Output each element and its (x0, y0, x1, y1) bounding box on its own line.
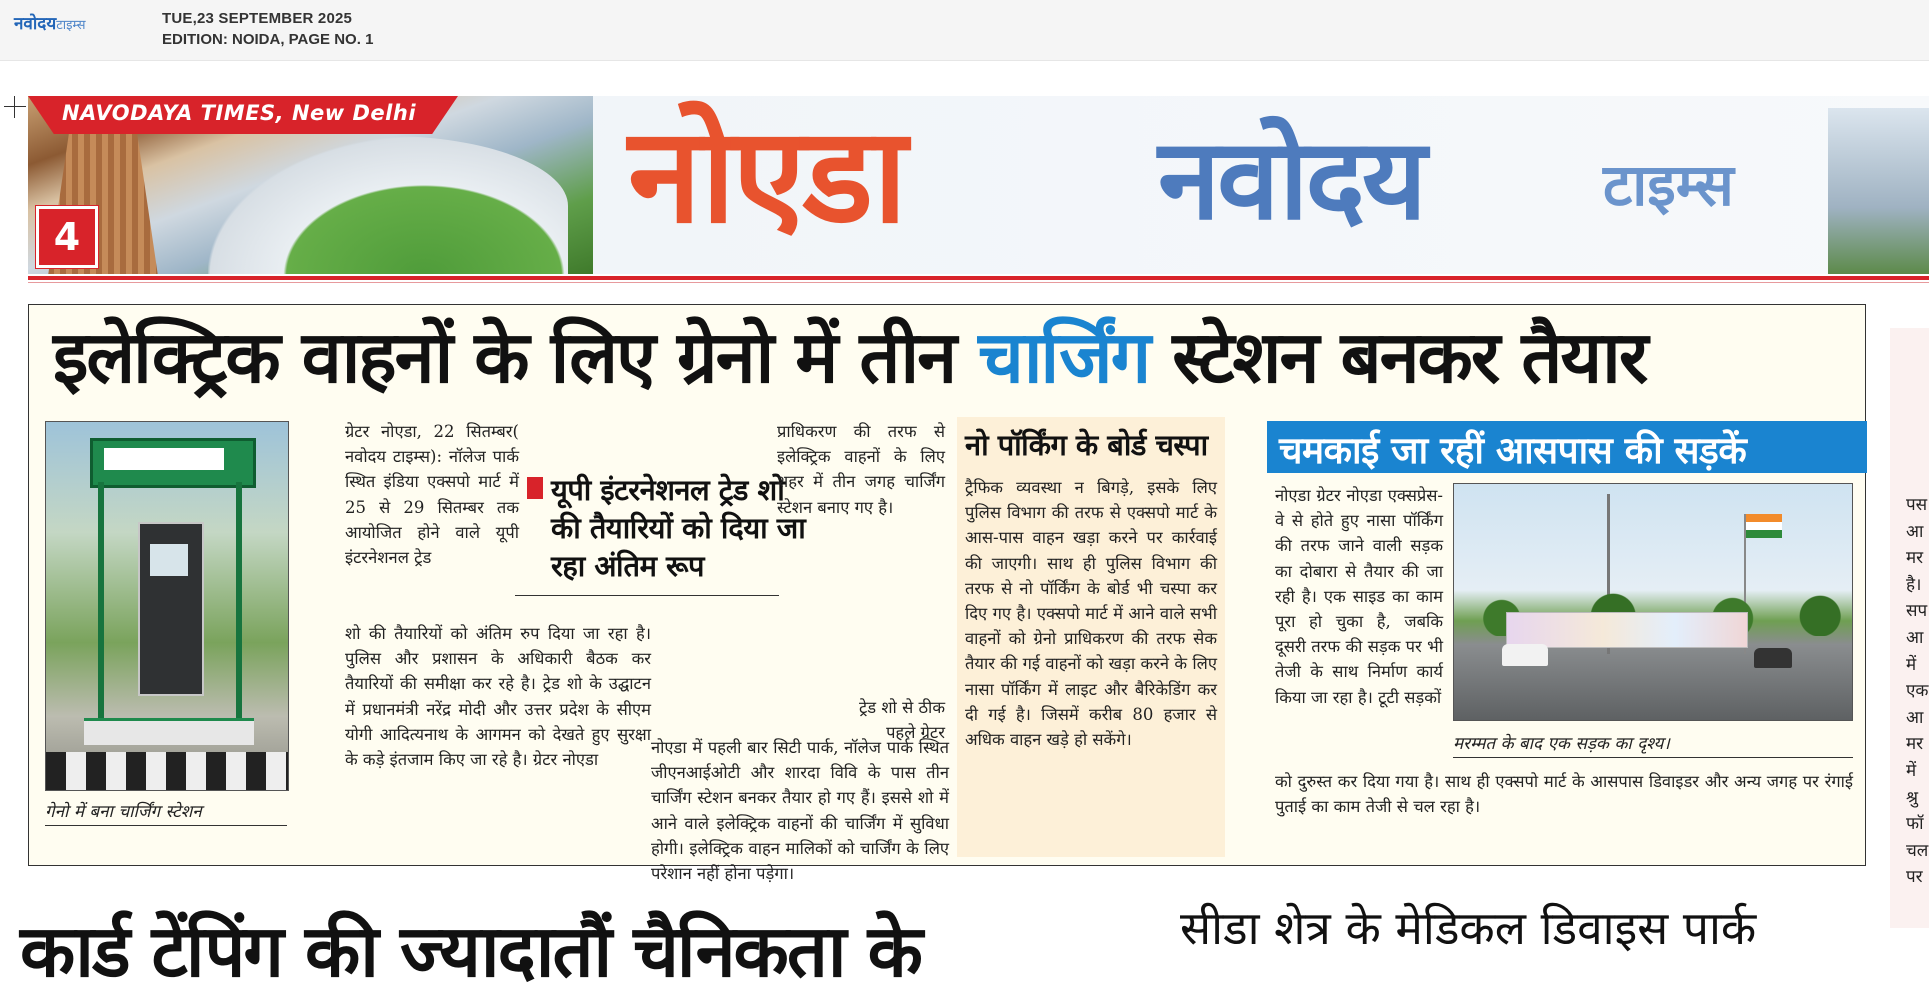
headline-part-1: इलेक्ट्रिक वाहनों के लिए ग्रेनो में तीन (53, 315, 956, 399)
fragment-line: पर (1906, 867, 1923, 888)
neighbour-article-fragment[interactable] (1890, 328, 1929, 928)
article-body-col1-top: ग्रेटर नोएडा, 22 सितम्बर( नवोदय टाइम्स): नॉलेज पार्क स्थित इंडिया एक्सपो मार्ट में 25 से 29 सितम्बर तक आयोजित होने वाले यूपी इंटरनेशनल ट्रेड (345, 422, 519, 568)
fragment-line: आ (1906, 521, 1924, 542)
post-illustration (236, 482, 242, 722)
no-parking-body: ट्रैफिक व्यवस्था न बिगड़े, इसके लिए पुलिस विभाग की तरफ से एक्सपो मार्ट के आस-पास वाहन खड़ा करने पर कार्रवाई की जाएगी। साथ ही पुलिस विभाग की तरफ से नो पॉर्किंग के बोर्ड भी चस्पा कर दिए गए है। एक्सपो मार्ट में आने वाले सभी वाहनों को ग्रेनो प्राधिकरण की तरफ सेक तैयार की गई वाहनों को खड़ा करने के लिए नासा पॉर्किंग में लाइट और बैरिकेडिंग कर दी गई है। जिसमें करीब 80 हजार से अधिक वाहन खड़े हो सकेंगे। (965, 478, 1217, 750)
masthead-title-navodaya: नवोदय (1158, 115, 1424, 245)
masthead-rule-thin (28, 282, 1929, 283)
fragment-line: सप (1906, 601, 1928, 622)
roads-title: चमकाई जा रहीं आसपास की सड़कें (1279, 429, 1747, 472)
road-photo[interactable] (1453, 483, 1853, 721)
masthead-right-image (1828, 108, 1929, 274)
fragment-line: पस (1906, 495, 1928, 515)
fragment-text (1906, 492, 1929, 891)
logo-main-text: नवोदय (14, 14, 57, 34)
fragment-line: एक (1906, 681, 1929, 702)
crosshair-cursor-icon (4, 96, 26, 118)
logo-sub-text: टाइम्स (56, 18, 86, 33)
caption-rule (1453, 757, 1853, 758)
road-photo-caption: मरम्मत के बाद एक सड़क का दृश्य। (1453, 734, 1670, 754)
masthead-rule (28, 276, 1929, 280)
roads-body-top: नोएडा ग्रेटर नोएडा एक्सप्रेस-वे से होते हुए नासा पॉर्किंग की तरफ जाने वाली सड़क का दोबारा से तैयार की जा रही है। एक साइड का काम पूरा हो चुका है, जबकि दूसरी तरफ की सड़क पर भी तेजी के साथ निर्माण कार्य किया जा रहा है। टूटी सड़कों (1275, 486, 1443, 707)
article-headline (53, 315, 1853, 399)
inset-marker (527, 477, 543, 499)
article-body-col2-mid: ट्रेड शो से ठीक पहले ग्रेटर (858, 698, 945, 743)
flag-illustration (1746, 514, 1782, 538)
inset-rule (515, 595, 779, 596)
charger-screen-illustration (150, 544, 188, 576)
fragment-line: फॉ (1906, 814, 1924, 835)
inset-headline: यूपी इंटरनेशनल ट्रेड शो की तैयारियों को दिया जा रहा अंतिम रूप (551, 473, 806, 583)
page-number-badge: 4 (36, 206, 98, 268)
fragment-line: मर (1906, 734, 1924, 755)
masthead (28, 96, 1929, 274)
edition-date: TUE,23 SEPTEMBER 2025 (162, 10, 353, 27)
fragment-line: चल (1906, 840, 1929, 861)
post-illustration (98, 482, 104, 722)
banner-text: NAVODAYA TIMES, New Delhi (62, 101, 417, 125)
fragment-line: में (1906, 654, 1917, 675)
charging-station-photo[interactable] (45, 421, 289, 791)
photo-caption: गेनो में बना चार्जिंग स्टेशन (45, 802, 202, 822)
article-body-col2-bottom: नोएडा में पहली बार सिटी पार्क, नॉलेज पार्क स्थित जीएनआईओटी और शारदा विवि के पास तीन चार्जिंग स्टेशन बनकर तैयार हो गए हैं। इससे शो में आने वाले इलेक्ट्रिक वाहनों की चार्जिंग में सुविधा होगी। इलेक्ट्रिक वाहन मालिकों को चार्जिंग के लिए परेशान नहीं होना पड़ेगा। (651, 738, 949, 884)
masthead-title-noida: नोएडा (628, 99, 905, 253)
edition-info: EDITION: NOIDA, PAGE NO. 1 (162, 31, 374, 48)
fragment-line: मर (1906, 548, 1924, 569)
navodaya-logo[interactable] (14, 11, 86, 34)
fragment-line: श्रु (1906, 787, 1919, 808)
next-headline-left[interactable]: कार्ड टेंपिंग की ज्यादातौं चैनिकता के (20, 909, 921, 993)
fragment-line: आ (1906, 627, 1924, 648)
article-box[interactable] (28, 304, 1866, 884)
car-illustration (1502, 644, 1548, 666)
masthead-title-times: टाइम्स (1603, 151, 1734, 219)
headline-highlight: चार्जिंग (978, 315, 1150, 399)
canopy-label-illustration (104, 448, 224, 470)
car-illustration (1754, 648, 1792, 668)
roads-body-bottom: को दुरुस्त कर दिया गया है। साथ ही एक्सपो मार्ट के आसपास डिवाइडर और अन्य जगह पर रंगाई पुताई का काम तेजी से चल रहा है। (1275, 772, 1853, 817)
curb-illustration (46, 752, 288, 790)
fragment-line: है। (1906, 574, 1922, 595)
article-body-col1-bottom: शो की तैयारियों को अंतिम रुप दिया जा रहा है। पुलिस और प्रशासन के अधिकारी बैठक कर तैयारियों की समीक्षा कर रहे है। ट्रेड शो के उद्घाटन में प्रधानमंत्री नरेंद्र मोदी और उत्तर प्रदेश के सीएम योगी आदित्यनाथ के आगमन को देखते हुए सुरक्षा के कड़े इंतजाम किए जा रहे है। ग्रेटर नोएडा (345, 624, 651, 770)
hoarding-illustration (1506, 612, 1748, 648)
charger-base-illustration (84, 718, 254, 745)
no-parking-title: नो पॉर्किंग के बोर्ड चस्पा (965, 428, 1208, 462)
fragment-line: में (1906, 760, 1917, 781)
stadium-illustration (208, 136, 568, 274)
article-body-col2-top: प्राधिकरण की तरफ से इलेक्ट्रिक वाहनों के लिए शहर में तीन जगह चार्जिंग स्टेशन बनाए गए है। (777, 422, 945, 517)
fragment-line: आ (1906, 707, 1924, 728)
next-headline-right[interactable]: सीडा शेत्र के मेडिकल डिवाइस पार्क (1180, 901, 1757, 955)
headline-part-2: स्टेशन बनकर तैयार (1172, 315, 1647, 399)
caption-rule (45, 825, 287, 826)
